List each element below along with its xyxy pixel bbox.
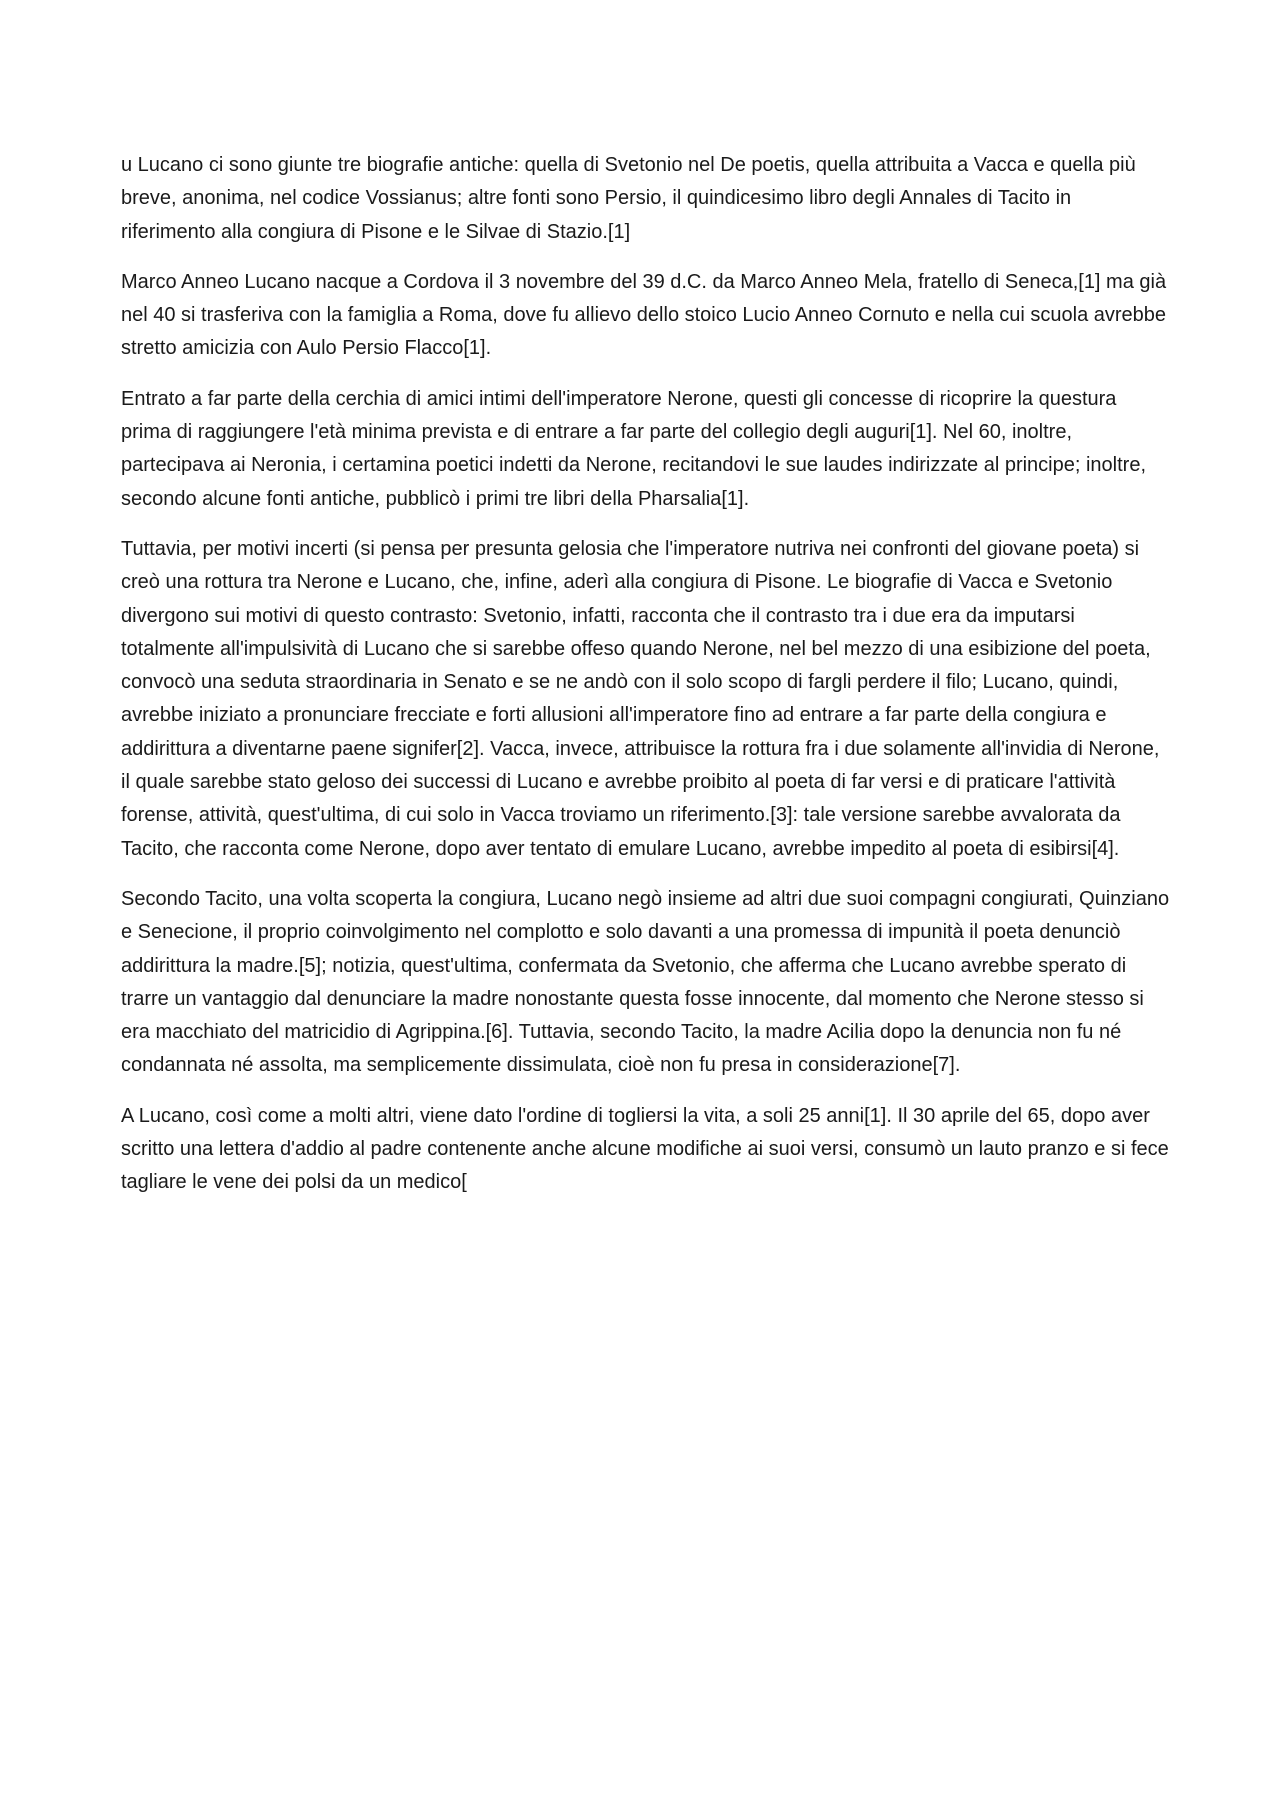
paragraph-nascita: Marco Anneo Lucano nacque a Cordova il 3 novembre del 39 d.C. da Marco Anneo Mela, fratello di Seneca,[1] ma già nel 40 si trasferiva con la famiglia a Roma, dove fu allievo dello stoico Lucio Anneo Cornuto e nella cui scuola avrebbe stretto amicizia con Aulo Persio Flacco[1]. [121, 270, 1167, 360]
document-body [121, 149, 1171, 1217]
paragraph-morte: A Lucano, così come a molti altri, viene dato l'ordine di togliersi la vita, a soli 25 anni[1]. Il 30 aprile del 65, dopo aver scritto una lettera d'addio al padre contenente anche alcune modifiche ai suoi versi, consumò un lauto pranzo e si fece tagliare le vene dei polsi da un medico[ [121, 1104, 1169, 1194]
paragraph-nerone: Entrato a far parte della cerchia di amici intimi dell'imperatore Nerone, questi gli concesse di ricoprire la questura prima di raggiungere l'età minima prevista e di entrare a far parte del collegio degli auguri[1]. Nel 60, inoltre, partecipava ai Neronia, i certamina poetici indetti da Nerone, recitandovi le sue laudes indirizzate al principe; inoltre, secondo alcune fonti antiche, pubblicò i primi tre libri della Pharsalia[1]. [121, 387, 1146, 510]
paragraph-congiura: Secondo Tacito, una volta scoperta la congiura, Lucano negò insieme ad altri due suoi compagni congiurati, Quinziano e Senecione, il proprio coinvolgimento nel complotto e solo davanti a una promessa di impunità il poeta denunciò addirittura la madre.[5]; notizia, quest'ultima, confermata da Svetonio, che afferma che Lucano avrebbe sperato di trarre un vantaggio dal denunciare la madre nonostante questa fosse innocente, dal momento che Nerone stesso si era macchiato del matricidio di Agrippina.[6]. Tuttavia, secondo Tacito, la madre Acilia dopo la denuncia non fu né condannata né assolta, ma semplicemente dissimulata, cioè non fu presa in considerazione[7]. [121, 887, 1170, 1077]
paragraph-rottura: Tuttavia, per motivi incerti (si pensa per presunta gelosia che l'imperatore nutriva nei confronti del giovane poeta) si creò una rottura tra Nerone e Lucano, che, infine, aderì alla congiura di Pisone. Le biografie di Vacca e Svetonio divergono sui motivi di questo contrasto: Svetonio, infatti, racconta che il contrasto tra i due era da imputarsi totalmente all'impulsività di Lucano che si sarebbe offeso quando Nerone, nel bel mezzo di una esibizione del poeta, convocò una seduta straordinaria in Senato e se ne andò con il solo scopo di fargli perdere il filo; Lucano, quindi, avrebbe iniziato a pronunciare frecciate e forti allusioni all'imperatore fino ad entrare a far parte della congiura e addirittura a diventarne paene signifer[2]. Vacca, invece, attribuisce la rottura fra i due solamente all'invidia di Nerone, il quale sarebbe stato geloso dei successi di Lucano e avrebbe proibito al poeta di far versi e di praticare l'attività forense, attività, quest'ultima, di cui solo in Vacca troviamo un riferimento.[3]: tale versione sarebbe avvalorata da Tacito, che racconta come Nerone, dopo aver tentato di emulare Lucano, avrebbe impedito al poeta di esibirsi[4]. [121, 537, 1160, 860]
paragraph-biografie: u Lucano ci sono giunte tre biografie antiche: quella di Svetonio nel De poetis, quella attribuita a Vacca e quella più breve, anonima, nel codice Vossianus; altre fonti sono Persio, il quindicesimo libro degli Annales di Tacito in riferimento alla congiura di Pisone e le Silvae di Stazio.[1] [121, 154, 1136, 243]
